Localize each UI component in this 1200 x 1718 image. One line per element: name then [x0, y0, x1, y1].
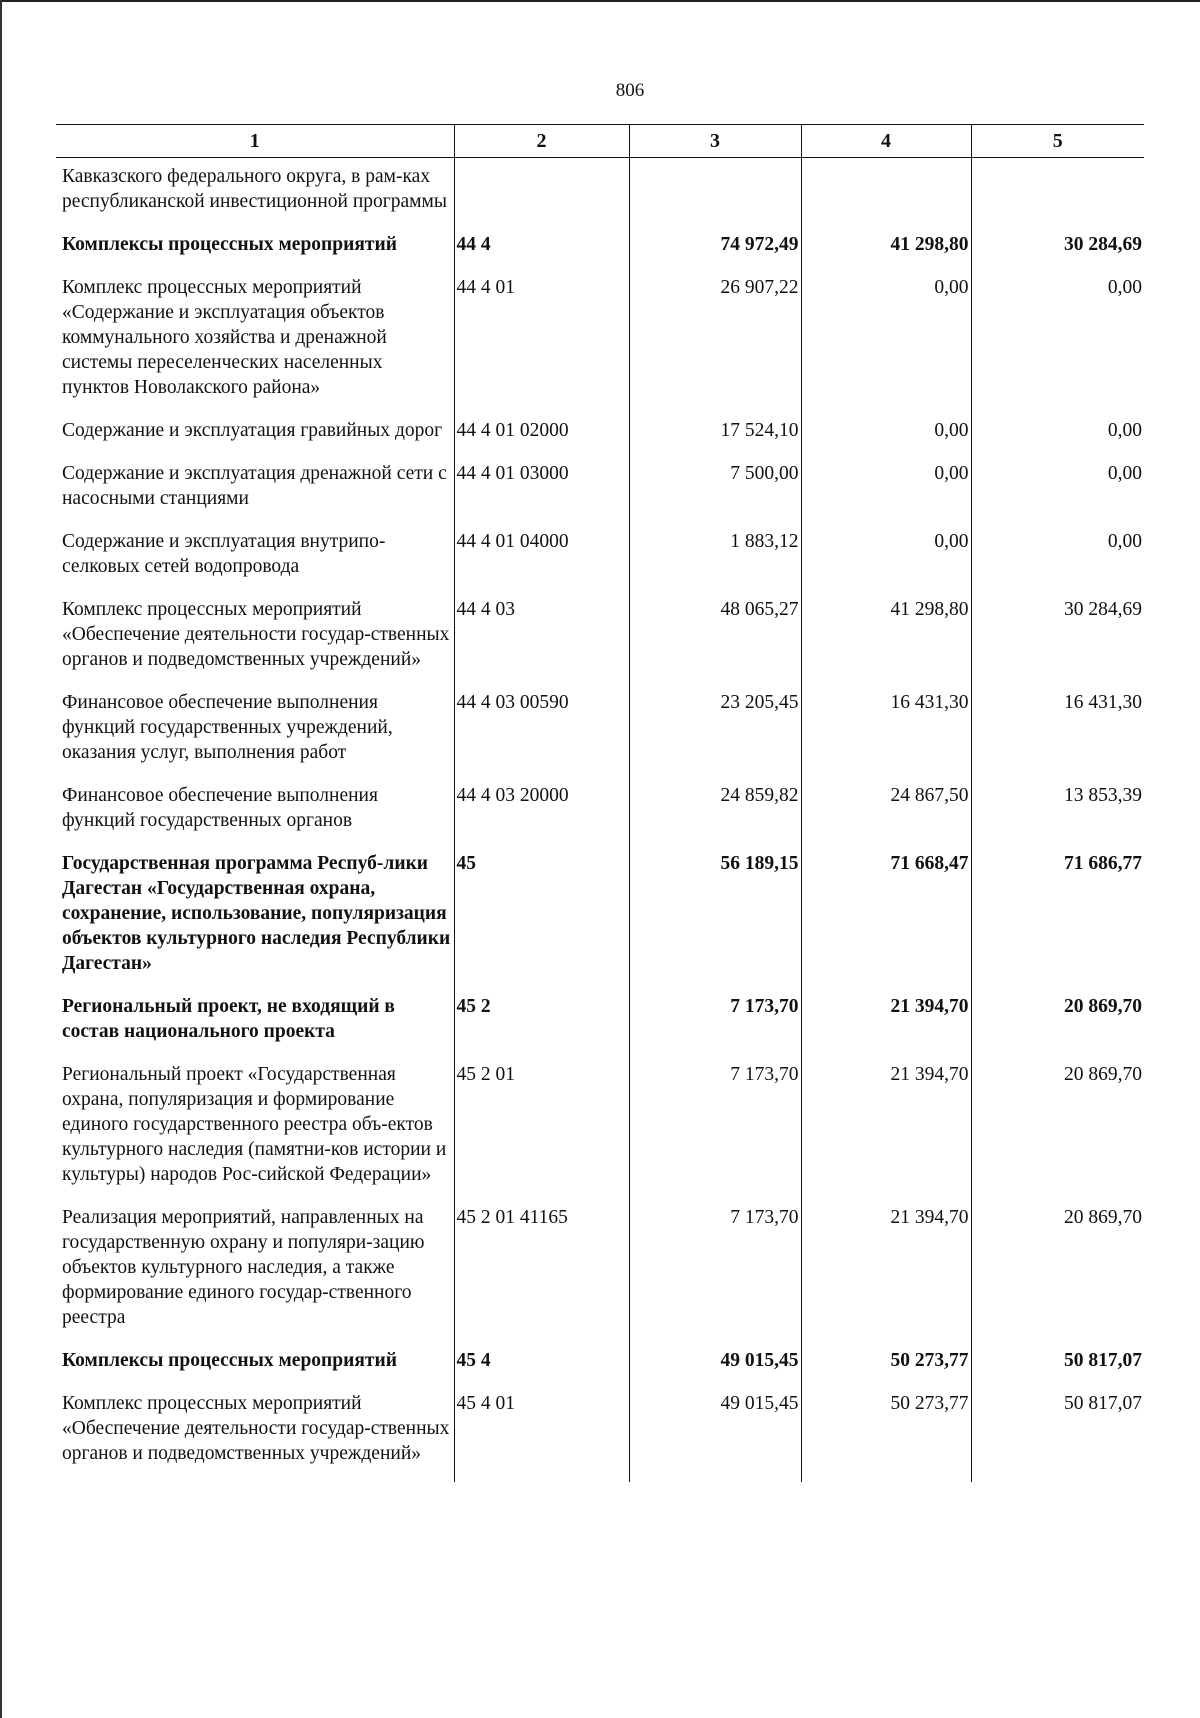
row-code: 44 4 01 [454, 271, 629, 414]
page-number: 806 [615, 80, 645, 101]
row-code: 45 4 01 [454, 1387, 629, 1482]
row-name: Содержание и эксплуатация внутрипо-селковых сетей водопровода [62, 531, 386, 577]
table-row [56, 593, 1144, 686]
row-name: Комплекс процессных мероприятий «Обеспечение деятельности государ-ственных органов и подведомственных учреждений» [62, 1393, 450, 1464]
row-value-3: 17 524,10 [629, 414, 801, 457]
row-name: Содержание и эксплуатация дренажной сети с насосными станциями [62, 463, 447, 509]
budget-table [56, 124, 1144, 1482]
scan-edge-top [0, 0, 1200, 2]
column-header-3: 3 [629, 125, 801, 158]
row-name: Региональный проект, не входящий в состав национального проекта [62, 996, 395, 1042]
table-row [56, 271, 1144, 414]
table-row [56, 228, 1144, 271]
row-value-3: 24 859,82 [629, 779, 801, 847]
row-code: 45 2 01 41165 [454, 1201, 629, 1344]
table-row [56, 990, 1144, 1058]
row-name: Комплексы процессных мероприятий [62, 1350, 397, 1371]
row-code: 44 4 03 00590 [454, 686, 629, 779]
row-value-3: 56 189,15 [629, 847, 801, 990]
row-value-4: 21 394,70 [801, 1058, 971, 1201]
row-name: Комплексы процессных мероприятий [62, 234, 397, 255]
row-value-3: 1 883,12 [629, 525, 801, 593]
row-value-4: 0,00 [801, 525, 971, 593]
row-code: 44 4 01 04000 [454, 525, 629, 593]
row-value-3: 7 173,70 [629, 990, 801, 1058]
row-value-4: 71 668,47 [801, 847, 971, 990]
column-header-1: 1 [56, 125, 454, 158]
row-value-4: 50 273,77 [801, 1344, 971, 1387]
row-value-4: 0,00 [801, 271, 971, 414]
table-row [56, 414, 1144, 457]
row-value-3: 49 015,45 [629, 1344, 801, 1387]
row-value-5: 50 817,07 [971, 1344, 1144, 1387]
column-header-4: 4 [801, 125, 971, 158]
row-value-5: 20 869,70 [971, 1058, 1144, 1201]
column-header-2: 2 [454, 125, 629, 158]
row-value-5: 71 686,77 [971, 847, 1144, 990]
row-code: 45 2 [454, 990, 629, 1058]
row-value-5: 30 284,69 [971, 593, 1144, 686]
row-value-4: 24 867,50 [801, 779, 971, 847]
row-name: Комплекс процессных мероприятий «Содержание и эксплуатация объектов коммунального хозяйства и дренажной системы переселенческих населенных пунктов Новолакского района» [62, 277, 387, 398]
row-code: 44 4 [454, 228, 629, 271]
row-value-3: 74 972,49 [629, 228, 801, 271]
row-code: 45 4 [454, 1344, 629, 1387]
row-value-3: 7 173,70 [629, 1058, 801, 1201]
scan-edge-left [0, 0, 2, 1718]
row-code: 45 2 01 [454, 1058, 629, 1201]
row-value-4: 41 298,80 [801, 593, 971, 686]
row-value-3: 23 205,45 [629, 686, 801, 779]
table-row [56, 686, 1144, 779]
row-code: 44 4 03 [454, 593, 629, 686]
row-name: Комплекс процессных мероприятий «Обеспечение деятельности государ-ственных органов и подведомственных учреждений» [62, 599, 450, 670]
table-row [56, 1387, 1144, 1482]
row-value-4: 21 394,70 [801, 1201, 971, 1344]
row-name: Региональный проект «Государственная охрана, популяризация и формирование единого государственного реестра объ-ектов культурного наследия (памятни-ков истории и культуры) народов Рос-сийской Федерации» [62, 1064, 447, 1185]
table-row [56, 1201, 1144, 1344]
row-value-4: 21 394,70 [801, 990, 971, 1058]
column-header-5: 5 [971, 125, 1144, 158]
row-value-4: 50 273,77 [801, 1387, 971, 1482]
table-row [56, 525, 1144, 593]
row-code: 44 4 03 20000 [454, 779, 629, 847]
row-name: Государственная программа Респуб-лики Дагестан «Государственная охрана, сохранение, использование, популяризация объектов культурного наследия Республики Дагестан» [62, 853, 451, 974]
row-name: Кавказского федерального округа, в рам-ках республиканской инвестиционной программы [62, 166, 447, 212]
row-value-4: 16 431,30 [801, 686, 971, 779]
row-value-4: 0,00 [801, 457, 971, 525]
row-value-5: 30 284,69 [971, 228, 1144, 271]
table-row [56, 158, 1144, 229]
table-row [56, 1058, 1144, 1201]
row-value-5: 16 431,30 [971, 686, 1144, 779]
row-code: 44 4 01 03000 [454, 457, 629, 525]
row-value-3 [629, 158, 801, 229]
row-value-5: 20 869,70 [971, 1201, 1144, 1344]
row-value-4: 0,00 [801, 414, 971, 457]
table-row [56, 847, 1144, 990]
row-value-3: 48 065,27 [629, 593, 801, 686]
row-value-3: 26 907,22 [629, 271, 801, 414]
row-value-3: 7 173,70 [629, 1201, 801, 1344]
row-name: Содержание и эксплуатация гравийных дорог [62, 420, 443, 441]
row-code: 45 [454, 847, 629, 990]
row-code [454, 158, 629, 229]
row-value-5: 13 853,39 [971, 779, 1144, 847]
row-value-4 [801, 158, 971, 229]
row-name: Финансовое обеспечение выполнения функций государственных учреждений, оказания услуг, выполнения работ [62, 692, 393, 763]
row-value-5: 0,00 [971, 271, 1144, 414]
table-header-row [56, 125, 1144, 158]
row-value-5: 50 817,07 [971, 1387, 1144, 1482]
row-value-4: 41 298,80 [801, 228, 971, 271]
row-value-5: 0,00 [971, 414, 1144, 457]
table-row [56, 457, 1144, 525]
row-value-5: 0,00 [971, 525, 1144, 593]
row-value-3: 7 500,00 [629, 457, 801, 525]
row-value-5: 0,00 [971, 457, 1144, 525]
row-code: 44 4 01 02000 [454, 414, 629, 457]
row-value-5 [971, 158, 1144, 229]
row-value-5: 20 869,70 [971, 990, 1144, 1058]
row-value-3: 49 015,45 [629, 1387, 801, 1482]
row-name: Финансовое обеспечение выполнения функций государственных органов [62, 785, 378, 831]
row-name: Реализация мероприятий, направленных на государственную охрану и популяри-зацию объектов культурного наследия, а также формирование единого государ-ственного реестра [62, 1207, 425, 1328]
table-row [56, 1344, 1144, 1387]
table-row [56, 779, 1144, 847]
